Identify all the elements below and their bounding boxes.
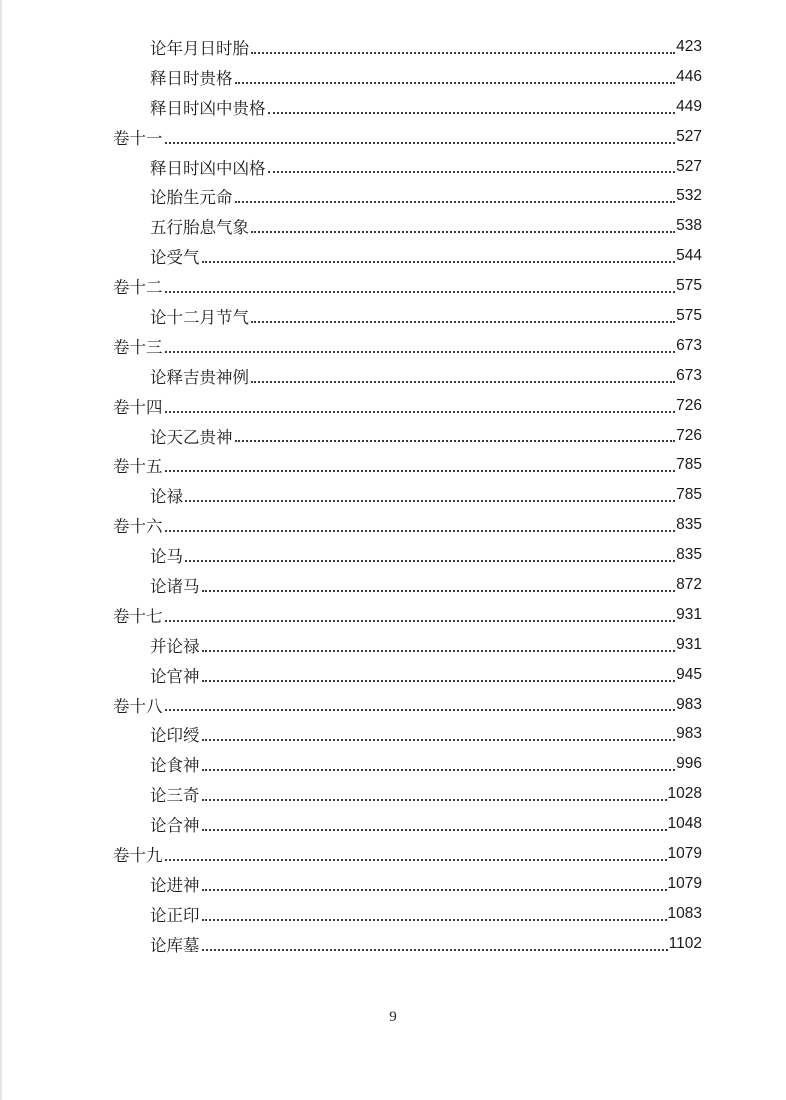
toc-entry-title: 论合神	[150, 816, 200, 836]
toc-section-entry	[0, 32, 786, 62]
toc-entry-title: 卷十六	[113, 517, 163, 537]
toc-dot-leader	[202, 769, 676, 771]
toc-entry-title: 卷十七	[113, 606, 163, 626]
toc-entry-title: 论禄	[150, 487, 183, 507]
toc-dot-leader	[202, 799, 667, 801]
toc-dot-leader	[165, 142, 676, 144]
toc-dot-leader	[235, 82, 676, 84]
toc-entry-page-number: 785	[676, 456, 702, 474]
toc-entry-page-number: 575	[676, 277, 702, 295]
toc-entry-page-number: 673	[676, 336, 702, 354]
toc-entry-page-number: 872	[676, 575, 702, 593]
toc-entry-page-number: 835	[676, 546, 702, 564]
toc-entry-title: 论天乙贵神	[150, 427, 233, 447]
toc-section-entry	[0, 929, 786, 959]
toc-dot-leader	[165, 709, 676, 711]
toc-entry-page-number: 726	[676, 396, 702, 414]
toc-entry-page-number: 544	[676, 247, 702, 265]
toc-dot-leader	[202, 919, 667, 921]
toc-chapter-entry	[0, 839, 786, 869]
toc-entry-title: 论食神	[150, 756, 200, 776]
toc-entry-title: 卷十三	[113, 337, 163, 357]
toc-entry-title: 论年月日时胎	[150, 38, 249, 58]
toc-dot-leader	[165, 470, 676, 472]
toc-entry-page-number: 1102	[668, 934, 702, 952]
toc-dot-leader	[165, 859, 667, 861]
toc-entry-title: 论官神	[150, 666, 200, 686]
toc-entry-page-number: 673	[676, 366, 702, 384]
toc-dot-leader	[165, 351, 676, 353]
toc-dot-leader	[202, 680, 676, 682]
toc-entry-title: 论马	[150, 547, 183, 567]
toc-section-entry	[0, 630, 786, 660]
toc-section-entry	[0, 660, 786, 690]
toc-dot-leader	[165, 291, 676, 293]
toc-entry-title: 释日时凶中凶格	[150, 158, 266, 178]
toc-section-entry	[0, 301, 786, 331]
toc-dot-leader	[268, 112, 676, 114]
toc-entry-title: 卷十一	[113, 128, 163, 148]
toc-chapter-entry	[0, 450, 786, 480]
toc-dot-leader	[165, 620, 676, 622]
toc-entry-title: 卷十九	[113, 845, 163, 865]
toc-entry-title: 论三奇	[150, 786, 200, 806]
toc-chapter-entry	[0, 122, 786, 152]
toc-entry-title: 论释吉贵神例	[150, 367, 249, 387]
toc-entry-title: 论诸马	[150, 576, 200, 596]
toc-entry-page-number: 1083	[667, 904, 702, 922]
toc-entry-page-number: 931	[676, 635, 702, 653]
toc-entry-title: 释日时贵格	[150, 68, 233, 88]
toc-entry-title: 论正印	[150, 905, 200, 925]
toc-section-entry	[0, 570, 786, 600]
toc-entry-title: 卷十八	[113, 696, 163, 716]
toc-section-entry	[0, 421, 786, 451]
toc-entry-page-number: 1079	[667, 844, 702, 862]
toc-entry-title: 卷十二	[113, 278, 163, 298]
toc-entry-title: 论胎生元命	[150, 188, 233, 208]
toc-entry-title: 论印绶	[150, 726, 200, 746]
page-number: 9	[389, 1009, 397, 1025]
toc-entry-page-number: 575	[676, 306, 702, 324]
toc-entry-page-number: 983	[676, 725, 702, 743]
toc-section-entry	[0, 152, 786, 182]
toc-section-entry	[0, 241, 786, 271]
toc-dot-leader	[185, 500, 675, 502]
toc-entry-page-number: 449	[676, 97, 702, 115]
toc-section-entry	[0, 62, 786, 92]
toc-entry-page-number: 1079	[667, 874, 702, 892]
toc-dot-leader	[251, 381, 675, 383]
toc-entry-title: 卷十五	[113, 457, 163, 477]
toc-entry-page-number: 785	[676, 486, 702, 504]
toc-entry-page-number: 1028	[667, 785, 702, 803]
toc-section-entry	[0, 869, 786, 899]
toc-dot-leader	[235, 440, 676, 442]
toc-section-entry	[0, 719, 786, 749]
toc-entry-title: 释日时凶中贵格	[150, 98, 266, 118]
toc-entry-page-number: 527	[676, 157, 702, 175]
toc-entry-page-number: 945	[676, 665, 702, 683]
toc-section-entry	[0, 749, 786, 779]
toc-entry-page-number: 1048	[667, 815, 702, 833]
toc-chapter-entry	[0, 600, 786, 630]
toc-entry-page-number: 532	[676, 187, 702, 205]
toc-entry-title: 并论禄	[150, 636, 200, 656]
toc-dot-leader	[202, 590, 676, 592]
toc-section-entry	[0, 211, 786, 241]
toc-chapter-entry	[0, 271, 786, 301]
toc-chapter-entry	[0, 331, 786, 361]
toc-dot-leader	[268, 171, 676, 173]
toc-entry-page-number: 538	[676, 217, 702, 235]
toc-dot-leader	[235, 201, 676, 203]
toc-dot-leader	[165, 411, 676, 413]
toc-dot-leader	[251, 52, 675, 54]
toc-dot-leader	[202, 889, 667, 891]
toc-entry-page-number: 423	[676, 37, 702, 55]
toc-section-entry	[0, 480, 786, 510]
toc-section-entry	[0, 181, 786, 211]
table-of-contents	[0, 32, 786, 959]
toc-entry-title: 论库墓	[150, 935, 200, 955]
toc-entry-page-number: 983	[676, 695, 702, 713]
toc-entry-title: 论受气	[150, 248, 200, 268]
toc-section-entry	[0, 540, 786, 570]
toc-dot-leader	[185, 560, 675, 562]
toc-entry-page-number: 835	[676, 516, 702, 534]
toc-chapter-entry	[0, 391, 786, 421]
toc-chapter-entry	[0, 510, 786, 540]
toc-entry-title: 论进神	[150, 875, 200, 895]
toc-dot-leader	[202, 949, 668, 951]
toc-dot-leader	[165, 530, 676, 532]
toc-chapter-entry	[0, 690, 786, 720]
toc-entry-page-number: 726	[676, 426, 702, 444]
toc-section-entry	[0, 361, 786, 391]
toc-section-entry	[0, 92, 786, 122]
toc-dot-leader	[251, 231, 675, 233]
toc-entry-page-number: 527	[676, 127, 702, 145]
toc-section-entry	[0, 809, 786, 839]
toc-entry-title: 卷十四	[113, 397, 163, 417]
toc-entry-title: 论十二月节气	[150, 307, 249, 327]
toc-dot-leader	[202, 739, 676, 741]
toc-dot-leader	[251, 321, 675, 323]
toc-entry-title: 五行胎息气象	[150, 218, 249, 238]
toc-dot-leader	[202, 650, 676, 652]
toc-section-entry	[0, 899, 786, 929]
toc-entry-page-number: 446	[676, 67, 702, 85]
toc-entry-page-number: 931	[676, 605, 702, 623]
toc-dot-leader	[202, 829, 667, 831]
toc-entry-page-number: 996	[676, 755, 702, 773]
toc-dot-leader	[202, 261, 676, 263]
toc-section-entry	[0, 779, 786, 809]
